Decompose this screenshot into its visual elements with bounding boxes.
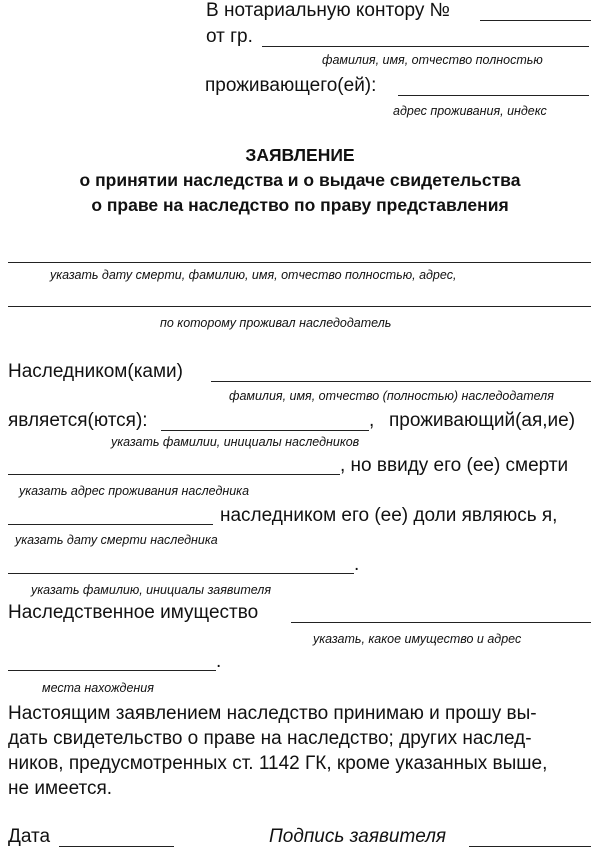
statement-line-1: Настоящим заявлением наследство принимаю и прошу вы- [8,703,537,724]
signature-label: Подпись заявителя [269,826,447,847]
heir-death-date-field[interactable] [8,524,213,525]
heirs-label: Наследником(ками) [8,361,183,382]
period-2: . [216,651,222,672]
notary-office-label: В нотариальную контору № [206,0,451,21]
statement-line-4: не имеется. [8,778,113,799]
property-label: Наследственное имущество [8,602,259,623]
residing-label: проживающего(ей): [205,75,377,96]
date-label: Дата [8,826,51,847]
document-title: ЗАЯВЛЕНИЕ [245,145,355,165]
applicant-name-field[interactable] [262,46,589,47]
death-info-hint-1: указать дату смерти, фамилию, имя, отчество полностью, адрес, [50,268,457,282]
applicant-initials-field[interactable] [8,573,354,574]
period-1: . [354,554,360,575]
heirs-names-hint: указать фамилии, инициалы наследников [111,435,360,449]
property-location-field[interactable] [8,670,216,671]
is-label: является(ются): [8,410,148,431]
death-note: , но ввиду его (ее) смерти [340,455,569,476]
property-hint: указать, какое имущество и адрес [313,632,522,646]
document-subtitle-1: о принятии наследства и о выдаче свидетельства [79,170,521,190]
share-note: наследником его (ее) доли являюсь я, [220,505,558,526]
death-info-field-1[interactable] [8,262,591,263]
comma: , [369,410,375,431]
signature-field[interactable] [469,846,591,847]
heir-address-hint: указать адрес проживания наследника [19,484,250,498]
death-info-hint-2: по которому проживал наследодатель [160,316,392,330]
residing-heir-label: проживающий(ая,ие) [389,410,576,431]
from-citizen-label: от гр. [206,26,253,47]
heirs-field[interactable] [211,381,591,382]
heir-address-field[interactable] [8,474,340,475]
heir-death-hint: указать дату смерти наследника [15,533,218,547]
applicant-hint: указать фамилию, инициалы заявителя [31,583,272,597]
date-field[interactable] [59,846,174,847]
property-field[interactable] [291,622,591,623]
notary-office-number-field[interactable] [480,20,591,21]
statement-line-3: ников, предусмотренных ст. 1142 ГК, кроме указанных выше, [8,753,548,774]
address-hint: адрес проживания, индекс [393,104,547,118]
full-name-hint: фамилия, имя, отчество полностью [322,53,543,67]
applicant-address-field[interactable] [398,95,589,96]
death-info-field-2[interactable] [8,306,591,307]
location-hint: места нахождения [42,681,154,695]
heirs-hint: фамилия, имя, отчество (полностью) наследодателя [229,389,554,403]
heirs-names-field[interactable] [161,430,369,431]
statement-line-2: дать свидетельство о праве на наследство; других наслед- [8,728,532,749]
document-subtitle-2: о праве на наследство по праву представления [91,195,509,215]
